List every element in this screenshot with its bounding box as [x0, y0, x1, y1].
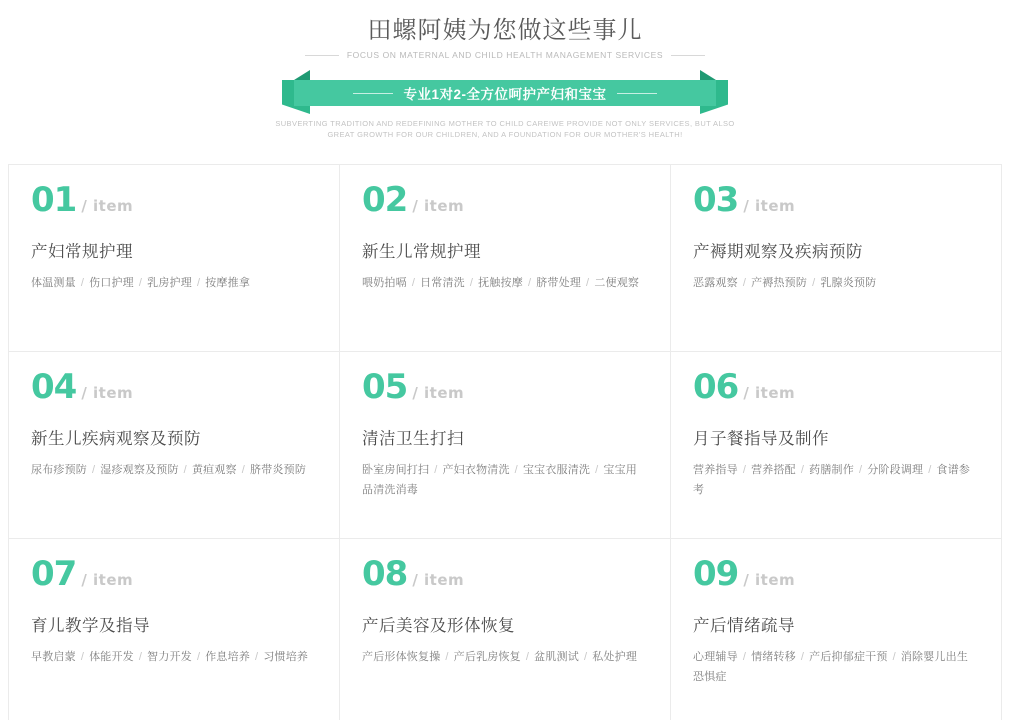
service-card-01	[9, 165, 340, 352]
service-card-02	[340, 165, 671, 352]
divider-left	[305, 55, 339, 56]
card-tag: 盆肌测试	[534, 651, 579, 663]
card-number: 07	[31, 554, 77, 594]
tag-separator: /	[742, 651, 747, 663]
card-title: 新生儿常规护理	[362, 243, 481, 261]
card-title: 产褥期观察及疾病预防	[693, 243, 863, 261]
card-tag: 产后乳房恢复	[453, 651, 521, 663]
tag-separator: /	[595, 464, 599, 476]
card-tag: 乳腺炎预防	[820, 277, 877, 289]
tag-separator: /	[138, 277, 143, 289]
card-tag: 脐带处理	[536, 277, 582, 289]
card-tags	[31, 647, 317, 667]
card-tag: 喂奶拍嗝	[362, 277, 407, 289]
card-number: 03	[693, 180, 739, 220]
card-tags	[362, 460, 648, 500]
tag-separator: /	[411, 277, 416, 289]
card-tag: 二便观察	[594, 277, 640, 289]
tag-separator: /	[469, 277, 474, 289]
service-card-03	[671, 165, 1002, 352]
ribbon-main	[294, 80, 716, 106]
card-tag: 抚触按摩	[478, 277, 523, 289]
card-tag: 脐带炎预防	[250, 464, 307, 476]
card-title: 产后情绪疏导	[693, 617, 795, 635]
card-tag: 湿疹观察及预防	[100, 464, 179, 476]
card-number: 09	[693, 554, 739, 594]
tag-separator: /	[525, 651, 530, 663]
service-card-06	[671, 352, 1002, 539]
page-title: 田螺阿姨为您做这些事儿	[367, 17, 643, 44]
tag-separator: /	[80, 651, 85, 663]
card-tag: 伤口护理	[89, 277, 134, 289]
divider-right	[671, 55, 705, 56]
tag-separator: /	[928, 464, 932, 476]
tag-separator: /	[241, 464, 246, 476]
card-number-row	[693, 367, 979, 412]
card-item-label: / item	[743, 571, 796, 589]
card-tag: 食谱参考	[693, 464, 971, 496]
tag-separator: /	[742, 464, 747, 476]
header-description: SUBVERTING TRADITION AND REDEFINING MOTHER TO CHILD CARE!WE PROVIDE NOT ONLY SERVICES, BUT ALSO GREAT GROWTH FOR OUR CHILDREN, AND A FOUNDATION FOR OUR MOTHER'S HEALTH!	[275, 119, 735, 139]
subtitle-text: FOCUS ON MATERNAL AND CHILD HEALTH MANAGEMENT SERVICES	[346, 50, 664, 60]
ribbon-fold-right	[700, 70, 716, 80]
card-item-label: / item	[412, 197, 465, 215]
card-tag: 智力开发	[147, 651, 192, 663]
card-tag: 私处护理	[592, 651, 638, 663]
card-tag: 宝宝用品清洗消毒	[362, 464, 638, 496]
service-card-07	[9, 539, 340, 720]
card-number: 02	[362, 180, 408, 220]
card-tag: 乳房护理	[147, 277, 192, 289]
tag-separator: /	[196, 651, 201, 663]
card-number-row	[362, 554, 648, 599]
ribbon-line-right	[617, 93, 657, 94]
card-tag: 产妇衣物清洗	[442, 464, 510, 476]
card-tag: 按摩推拿	[205, 277, 251, 289]
card-number: 05	[362, 367, 408, 407]
tag-separator: /	[812, 277, 816, 289]
service-card-04	[9, 352, 340, 539]
ribbon-line-left	[353, 93, 393, 94]
card-number-row	[362, 180, 648, 225]
card-title: 产后美容及形体恢复	[362, 617, 515, 635]
card-number: 08	[362, 554, 408, 594]
card-tags	[693, 460, 979, 500]
card-number: 06	[693, 367, 739, 407]
card-title: 清洁卫生打扫	[362, 430, 464, 448]
tag-separator: /	[527, 277, 532, 289]
card-tag: 卧室房间打扫	[362, 464, 430, 476]
card-tag: 药膳制作	[809, 464, 854, 476]
card-tag: 日常清洗	[420, 277, 465, 289]
card-title: 月子餐指导及制作	[693, 430, 829, 448]
card-item-label: / item	[412, 384, 465, 402]
tag-separator: /	[858, 464, 863, 476]
tag-separator: /	[583, 651, 588, 663]
card-tag: 营养搭配	[751, 464, 796, 476]
card-tags	[31, 460, 317, 480]
card-tag: 恶露观察	[693, 277, 738, 289]
service-card-09	[671, 539, 1002, 720]
tag-separator: /	[800, 651, 805, 663]
card-number-row	[693, 180, 979, 225]
tag-separator: /	[255, 651, 259, 663]
ribbon-banner	[282, 70, 728, 112]
card-item-label: / item	[743, 197, 796, 215]
card-item-label: / item	[81, 571, 134, 589]
card-title: 育儿教学及指导	[31, 617, 150, 635]
card-tag: 分阶段调理	[867, 464, 924, 476]
card-tag: 宝宝衣服清洗	[522, 464, 591, 476]
tag-separator: /	[183, 464, 187, 476]
card-item-label: / item	[81, 384, 134, 402]
tag-separator: /	[800, 464, 805, 476]
card-tag: 消除婴儿出生恐惧症	[693, 651, 969, 683]
ribbon-label: 专业1对2-全方位呵护产妇和宝宝	[403, 87, 607, 102]
card-number-row	[31, 554, 317, 599]
tag-separator: /	[586, 277, 590, 289]
card-tag: 作息培养	[205, 651, 251, 663]
card-tag: 早教启蒙	[31, 651, 76, 663]
card-number-row	[31, 180, 317, 225]
card-tag: 营养指导	[693, 464, 738, 476]
tag-separator: /	[92, 464, 96, 476]
tag-separator: /	[445, 651, 449, 663]
card-item-label: / item	[743, 384, 796, 402]
card-tag: 习惯培养	[263, 651, 309, 663]
card-tag: 黄疸观察	[191, 464, 237, 476]
card-item-label: / item	[412, 571, 465, 589]
card-tags	[31, 273, 317, 293]
card-tags	[693, 273, 979, 293]
tag-separator: /	[80, 277, 85, 289]
card-number-row	[31, 367, 317, 412]
tag-separator: /	[742, 277, 747, 289]
tag-separator: /	[138, 651, 143, 663]
tag-separator: /	[514, 464, 518, 476]
card-tags	[362, 647, 648, 667]
card-number-row	[362, 367, 648, 412]
ribbon-fold-left	[294, 70, 310, 80]
card-tag: 产褥热预防	[751, 277, 808, 289]
card-tag: 体能开发	[89, 651, 134, 663]
card-tags	[362, 273, 648, 293]
card-tag: 体温测量	[31, 277, 76, 289]
service-card-05	[340, 352, 671, 539]
page-subtitle-en	[0, 50, 1010, 60]
card-tag: 产后形体恢复操	[362, 651, 441, 663]
card-tags	[693, 647, 979, 687]
card-tag: 产后抑郁症干预	[809, 651, 888, 663]
tag-separator: /	[892, 651, 896, 663]
page-header	[0, 0, 1010, 140]
card-number: 01	[31, 180, 77, 220]
tag-separator: /	[196, 277, 201, 289]
card-tag: 尿布疹预防	[31, 464, 87, 476]
card-tag: 心理辅导	[693, 651, 738, 663]
card-title: 新生儿疾病观察及预防	[31, 430, 201, 448]
service-card-08	[340, 539, 671, 720]
service-grid	[8, 164, 1002, 720]
card-item-label: / item	[81, 197, 134, 215]
tag-separator: /	[434, 464, 438, 476]
card-number: 04	[31, 367, 77, 407]
card-title: 产妇常规护理	[31, 243, 133, 261]
card-number-row	[693, 554, 979, 599]
card-tag: 情绪转移	[751, 651, 796, 663]
